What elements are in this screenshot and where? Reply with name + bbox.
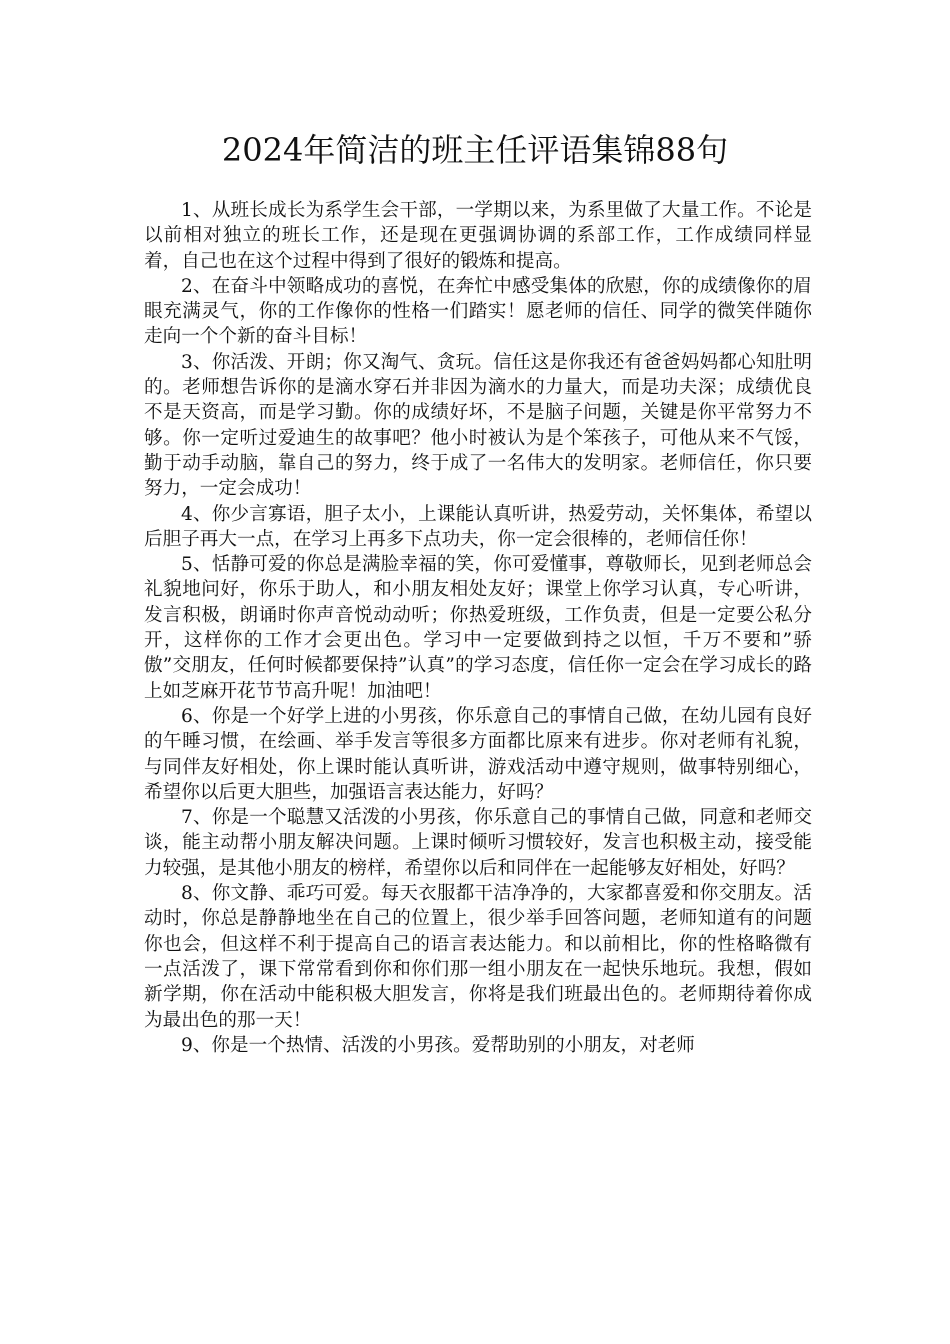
paragraph-5: 5、恬静可爱的你总是满脸幸福的笑，你可爱懂事，尊敬师长，见到老师总会礼貌地问好，你乐于助人，和小朋友相处友好；课堂上你学习认真，专心听讲，发言积极，朗诵时你声音悦动动听；你热爱班级，工作负责，但是一定要公私分开，这样你的工作才会更出色。学习中一定要做到持之以恒，千万不要和”骄傲”交朋友，任何时候都要保持”认真”的学习态度，信任你一定会在学习成长的路上如芝麻开花节节高升呢！加油吧！ xyxy=(144,554,812,702)
paragraph-2: 2、在奋斗中领略成功的喜悦，在奔忙中感受集体的欣慰，你的成绩像你的眉眼充满灵气，你的工作像你的性格一们踏实！愿老师的信任、同学的微笑伴随你走向一个个新的奋斗目标！ xyxy=(144,275,812,348)
paragraph-1: 1、从班长成长为系学生会干部，一学期以来，为系里做了大量工作。不论是以前相对独立的班长工作，还是现在更强调协调的系部工作，工作成绩同样显着，自己也在这个过程中得到了很好的锻炼和提高。 xyxy=(144,200,812,272)
document-body xyxy=(144,198,812,1058)
paragraph-4: 4、你少言寡语，胆子太小，上课能认真听讲，热爱劳动，关怀集体，希望以后胆子再大一点，在学习上再多下点功夫，你一定会很棒的，老师信任你！ xyxy=(144,503,812,550)
document-title: 2024年简洁的班主任评语集锦88句 xyxy=(221,131,729,169)
paragraph-9: 9、你是一个热情、活泼的小男孩。爱帮助别的小朋友，对老师 xyxy=(181,1034,695,1056)
paragraph-6: 6、你是一个好学上进的小男孩，你乐意自己的事情自己做，在幼儿园有良好的午睡习惯，在绘画、举手发言等很多方面都比原来有进步。你对老师有礼貌，与同伴友好相处，你上课时能认真听讲，游戏活动中遵守规则，做事特别细心，希望你以后更大胆些，加强语言表达能力，好吗？ xyxy=(144,705,812,803)
paragraph-7: 7、你是一个聪慧又活泼的小男孩，你乐意自己的事情自己做，同意和老师交谈，能主动帮小朋友解决问题。上课时倾听习惯较好，发言也积极主动，接受能力较强，是其他小朋友的榜样，希望你以后和同伴在一起能够友好相处，好吗？ xyxy=(144,807,812,879)
paragraph-8: 8、你文静、乖巧可爱。每天衣服都干洁净净的，大家都喜爱和你交朋友。活动时，你总是静静地坐在自己的位置上，很少举手回答问题，老师知道有的问题你也会，但这样不利于提高自己的语言表达能力。和以前相比，你的性格略微有一点活泼了，课下常常看到你和你们那一组小朋友在一起快乐地玩。我想，假如新学期，你在活动中能积极大胆发言，你将是我们班最出色的。老师期待着你成为最出色的那一天！ xyxy=(144,883,812,1031)
paragraph-3: 3、你活泼、开朗；你又淘气、贪玩。信任这是你我还有爸爸妈妈都心知肚明的。老师想告诉你的是滴水穿石并非因为滴水的力量大，而是功夫深；成绩优良不是天资高，而是学习勤。你的成绩好坏，不是脑子问题，关键是你平常努力不够。你一定听过爱迪生的故事吧？他小时被认为是个笨孩子，可他从来不气馁，勤于动手动脑，靠自己的努力，终于成了一名伟大的发明家。老师信任，你只要努力，一定会成功！ xyxy=(144,351,812,500)
